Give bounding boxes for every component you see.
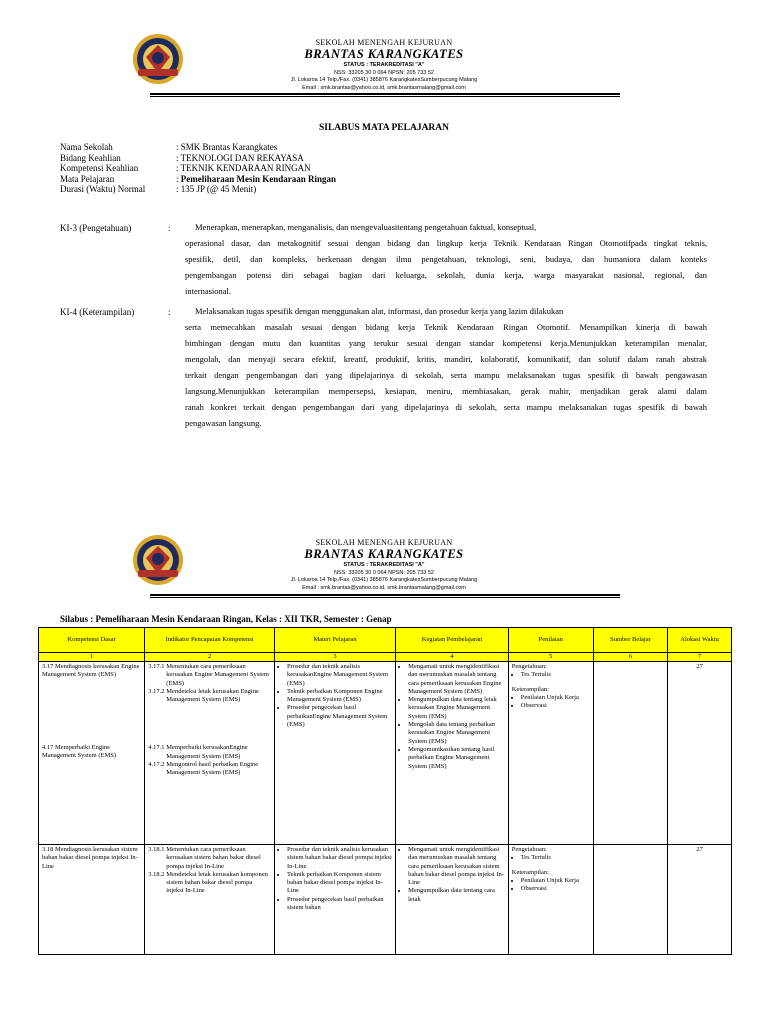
indicator-cell: [145, 845, 275, 955]
school-address: Jl. Lokaroa 14 Telp./Fax. (0341) 385876 KarangkatesSumberpucung Malang: [290, 577, 478, 583]
materi-item: • Prosedur pengecekan hasil perbaikanEngine Management System (EMS): [287, 704, 392, 729]
ki4-line: Melaksanakan tugas spesifik dengan menggunakan alat, informasi, dan prosedur kerja yang lazim dilakukan: [195, 306, 564, 316]
ki3-line: pengembangan potensi diri sebagai bagian dari keluarga, sekolah, dunia kerja, warga masyarakat nasional, regional, dan: [185, 270, 707, 280]
column-number: 6: [593, 653, 667, 662]
info-value: : TEKNOLOGI DAN REKAYASA: [176, 152, 304, 163]
school-nss: NSS: 33205 30 0 064 NPSN: 205 733 52: [334, 69, 434, 76]
letterhead-divider-thin: [150, 597, 620, 598]
ki4-label: KI-4 (Keterampilan): [60, 307, 135, 317]
school-type: SEKOLAH MENENGAH KEJURUAN: [315, 538, 453, 547]
info-label: Kompetensi Keahlian: [60, 163, 139, 173]
kegiatan-item: • Mengamati untuk mengidentifikasi dan merumuskan masalah tentang cara pemeriksaan kerusakan sistem bahan bakar diesel pompa injeksi In-Line: [408, 846, 505, 887]
penilaian-item: • Penilaian Unjuk Kerja: [521, 877, 590, 885]
column-header: Indikator Pencapaian Kompetensi: [145, 628, 275, 653]
column-number: 4: [396, 653, 509, 662]
materi-cell: [274, 845, 395, 955]
sumber-cell: [593, 662, 667, 845]
indicator-item: 3.17.1 Menentukan cara pemeriksaan kerusakan Engine Management System (EMS): [148, 663, 269, 687]
info-value: : 135 JP (@ 45 Menit): [176, 184, 257, 194]
penilaian-cell: [508, 662, 593, 845]
column-number: 5: [508, 653, 593, 662]
ki4-line: mengolah, dan menyaji secara efektif, kreatif, produktif, kritis, mandiri, kolaboratif, komunikatif, dan solutif dalam ranah abstrak: [185, 354, 707, 364]
penilaian-heading: Pengetahuan:: [511, 663, 547, 670]
school-address: Jl. Lokaroa 14 Telp./Fax. (0341) 385876 KarangkatesSumberpucung Malang: [290, 77, 478, 83]
column-number-row: [39, 653, 732, 662]
ki4-line: langsung.Menunjukkan keterampilan mempersepsi, kesiapan, meniru, membiasakan, gerak mahir, menjadikan gerak alami dalam: [185, 386, 707, 396]
penilaian-item: • Observasi: [521, 885, 590, 893]
materi-cell: [274, 662, 395, 845]
column-number: 7: [668, 653, 732, 662]
ki4-text: [185, 303, 707, 431]
materi-item: • Teknik perbaikan Komponen sistem bahan bakar diesel pompa injeksi In-Line: [287, 871, 392, 896]
ki3-text: [185, 219, 707, 299]
column-header: Alokasi Waktu: [668, 628, 732, 653]
ki4-line: pengawasan langsung.: [185, 418, 262, 428]
kegiatan-item: • Mengamati untuk mengidentifikasi dan merumuskan masalah tentang cara pemeriksaan kerusakan Engine Management System (EMS): [408, 663, 505, 696]
syllabus-table: [38, 627, 732, 955]
waktu-cell: 27: [668, 662, 732, 845]
sumber-cell: [593, 845, 667, 955]
penilaian-item: • Tes Tertulis: [521, 671, 590, 679]
school-type: SEKOLAH MENENGAH KEJURUAN: [315, 38, 453, 47]
kegiatan-cell: [396, 845, 509, 955]
penilaian-item: • Penilaian Unjuk Kerja: [521, 694, 590, 702]
info-value: : TEKNIK KENDARAAN RINGAN: [176, 163, 311, 173]
info-label: Nama Sekolah: [60, 142, 113, 152]
indicator-item: 3.17.2 Mendeteksi letak kerusakan Engine Management System (EMS): [148, 687, 259, 704]
indicator-item: 3.18.1 Menentukan cara pemeriksaan kerusakan sistem bahan bakar diesel pompa injeksi In-Line: [148, 846, 261, 870]
kegiatan-item: • Mengumpulkan data tentang cara letak: [408, 887, 505, 904]
ki3-line: internasional.: [185, 286, 232, 296]
column-header: Materi Pelajaran: [274, 628, 395, 653]
column-header: Penilaian: [508, 628, 593, 653]
table-row: [39, 662, 732, 845]
indicator-item: 4.17.2 Mengontrol hasil perbaikan Engine Management System (EMS): [148, 761, 259, 777]
indicator-item: 4.17.1 Memperbaiki kerusakanEngine Management System (EMS): [148, 744, 248, 760]
ki4-line: serta memecahkan masalah sesuai dengan bidang kerja Teknik Kendaraan Ringan Otomotif. Menampilkan kinerja di bawah: [185, 322, 707, 332]
school-name: BRANTAS KARANGKATES: [304, 547, 464, 561]
indicator-item: 3.18.2 Mendeteksi letak kerusakan komponen sistem bahan bakar diesel pompa injeksi In-Line: [148, 870, 268, 895]
school-email: Email : smk.brantas@yahoo.co.id, smk.brantasmalang@gmail.com: [302, 584, 466, 591]
letterhead-divider-thin: [150, 96, 620, 97]
kegiatan-item: • Mengolah data tentang perbaikan kerusakan Engine Management System (EMS): [408, 721, 505, 746]
school-status: STATUS : TERAKREDITASI "A": [343, 562, 425, 568]
silabus-heading: Silabus : Pemeliharaan Mesin Kendaraan Ringan, Kelas : XII TKR, Semester : Genap: [60, 614, 392, 624]
penilaian-item: • Observasi: [521, 702, 590, 710]
letterhead-divider: [150, 93, 620, 95]
info-label: Mata Pelajaran: [60, 173, 115, 184]
materi-item: • Prosedur pengecekan hasil perbaikan sistem bahan: [287, 896, 392, 913]
school-name: BRANTAS KARANGKATES: [304, 47, 464, 61]
ki4-line: terkait dengan pengembangan dari yang dipelajarinya di sekolah, serta mampu melaksanakan tugas spesifik di bawah pengawasan: [185, 370, 707, 380]
materi-item: • Prosedur dan teknik analisis kerusakan sistem bahan bakar diesel pompa injeksi In-Line: [287, 846, 392, 871]
ki4-colon: :: [168, 307, 171, 317]
materi-item: • Prosedur dan teknik analisis kerusakanEngine Management System (EMS): [287, 663, 392, 688]
ki3-line: Menerapkan, menerapkan, menganalisis, dan mengevaluasitentang pengetahuan faktual, konseptual,: [195, 222, 537, 232]
indicator-cell: [145, 662, 275, 845]
school-email: Email : smk.brantas@yahoo.co.id, smk.brantasmalang@gmail.com: [302, 84, 466, 91]
info-value-subject: : Pemeliharaan Mesin Kendaraan Ringan: [176, 173, 337, 184]
column-header: Kegiatan Pembelajaran: [396, 628, 509, 653]
kd-item: 3.17 Mendiagnosis kerusakan Engine Management System (EMS): [42, 663, 140, 679]
ki3-line: spesifik, detil, dan kompleks, berkenaan dengan ilmu pengetahuan, teknologi, seni, budaya, dan humaniora dalam konteks: [185, 254, 707, 264]
kd-cell: [39, 662, 145, 845]
ki4-line: bimbingan dengan mutu dan kuantitas yang terukur sesuai dengan standar kompetensi kerja.Menunjukkan keterampilan menalar,: [185, 338, 707, 348]
penilaian-heading: Keterampilan:: [511, 868, 549, 876]
penilaian-heading: Pengetahuan:: [511, 846, 547, 853]
info-label: Bidang Keahlian: [60, 152, 121, 163]
letterhead-divider: [150, 594, 620, 596]
penilaian-item: • Tes Tertulis: [521, 854, 590, 862]
waktu-cell: 27: [668, 845, 732, 955]
letterhead: [0, 38, 768, 92]
info-labels: [60, 142, 145, 195]
kegiatan-item: • Mengumpulkan data tentang letak kerusakan Engine Management System (EMS): [408, 696, 505, 721]
column-number: 2: [145, 653, 275, 662]
column-header: Kompetensi Dasar: [39, 628, 145, 653]
kegiatan-cell: [396, 662, 509, 845]
kd-cell: [39, 845, 145, 955]
info-value: : SMK Brantas Karangkates: [176, 142, 278, 152]
ki3-colon: :: [168, 223, 171, 233]
document-title: SILABUS MATA PELAJARAN: [318, 123, 450, 133]
penilaian-cell: [508, 845, 593, 955]
column-number: 1: [39, 653, 145, 662]
kegiatan-item: • Mengomunikasikan tentang hasil perbaikan Engine Management System (EMS): [408, 746, 505, 771]
column-header: Sumber Belajar: [593, 628, 667, 653]
materi-item: • Teknik perbaikan Komponen Engine Management System (EMS): [287, 688, 392, 705]
kd-item: 4.17 Memperbaiki Engine Management System (EMS): [42, 743, 117, 759]
info-label: Durasi (Waktu) Normal: [60, 184, 146, 194]
ki3-label: KI-3 (Pengetahuan): [60, 223, 132, 233]
letterhead: [0, 538, 768, 592]
column-number: 3: [274, 653, 395, 662]
info-values: [176, 142, 336, 195]
penilaian-heading: Keterampilan:: [511, 685, 549, 693]
ki4-line: ranah konkret terkait dengan pengembangan dari yang dipelajarinya di sekolah, serta mampu melaksanakan tugas spesifik di bawah: [185, 402, 707, 412]
ki3-line: operasional dasar, dan metakognitif sesuai dengan bidang dan lingkup kerja Teknik Kendaraan Ringan Otomotifpada tingkat teknis,: [185, 238, 707, 248]
table-row: [39, 845, 732, 955]
school-status: STATUS : TERAKREDITASI "A": [343, 62, 425, 68]
school-nss: NSS: 33205 30 0 064 NPSN: 205 733 52: [334, 569, 434, 576]
kd-item: 3.18 Mendiagnosis kerusakan sistem bahan bakar diesel pompa injeksi In-Line: [42, 846, 138, 870]
table-header-row: [39, 628, 732, 653]
